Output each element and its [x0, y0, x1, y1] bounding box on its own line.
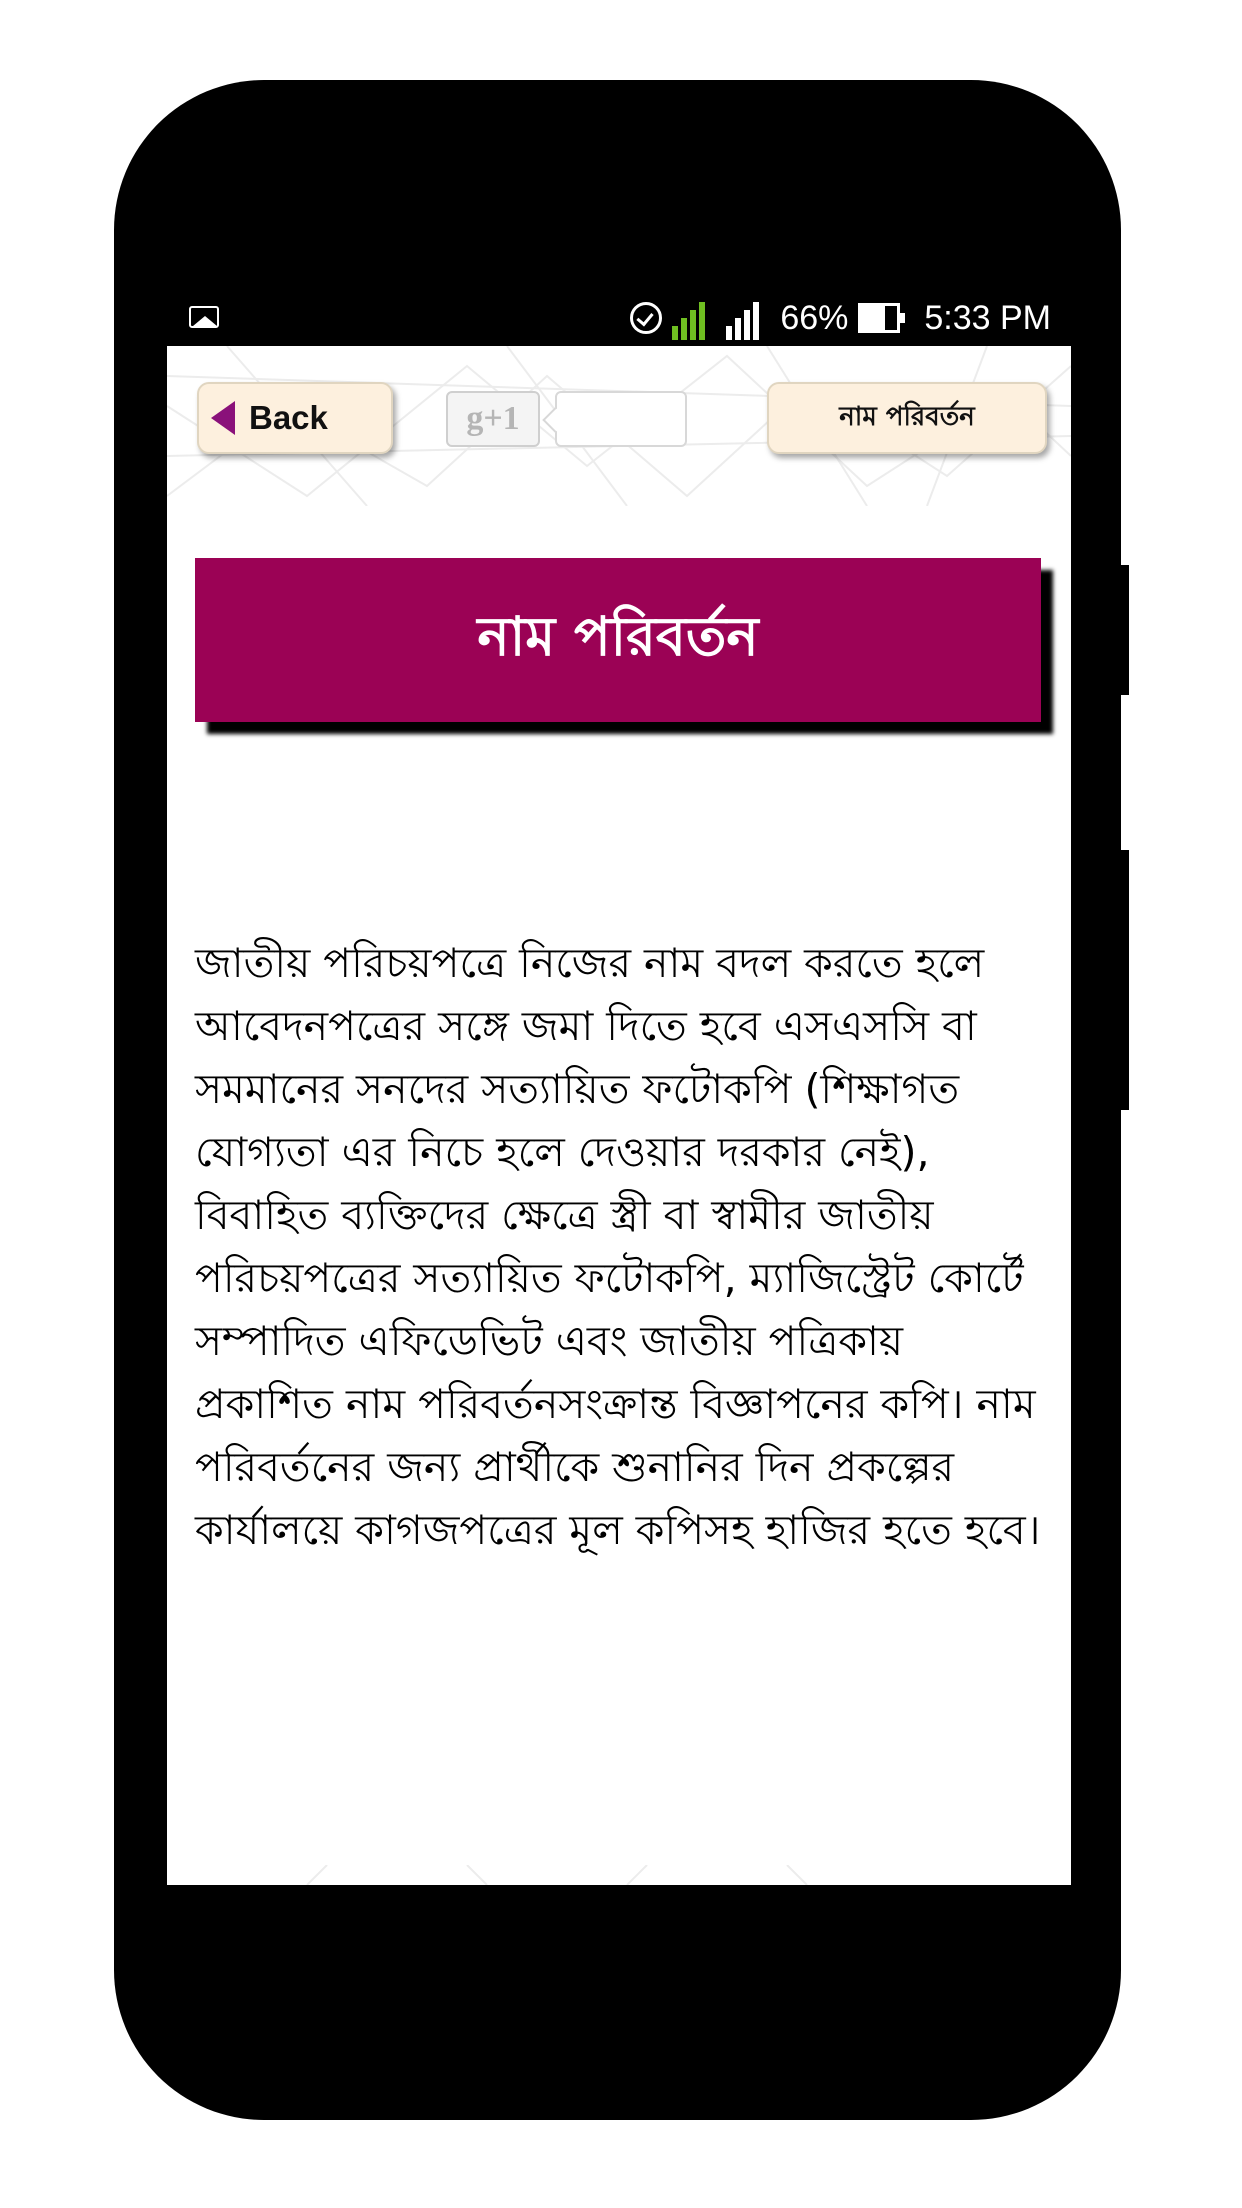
back-arrow-icon — [211, 401, 235, 435]
signal-sim2-icon: 2 — [726, 296, 770, 340]
page-title: নাম পরিবর্তন — [477, 605, 759, 668]
alarm-icon — [630, 302, 662, 334]
article-paragraph: জাতীয় পরিচয়পত্রে নিজের নাম বদল করতে হলে আবেদনপত্রের সঙ্গে জমা দিতে হবে এসএসসি বা সমমানের সনদের সত্যায়িত ফটোকপি (শিক্ষাগত যোগ্যতা এর নিচে হলে দেওয়ার দরকার নেই), বিবাহিত ব্যক্তিদের ক্ষেত্রে স্ত্রী বা স্বামীর জাতীয় পরিচয়পত্রের সত্যায়িত ফটোকপি, ম্যাজিস্ট্রেট কোর্টে সম্পাদিত এফিডেভিট এবং জাতীয় পত্রিকায় প্রকাশিত নাম পরিবর্তনসংক্রান্ত বিজ্ঞাপনের কপি। নাম পরিবর্তনের জন্য প্রার্থীকে শুনানির দিন প্রকল্পের কার্যালয়ে কাগজপত্রের মূল কপিসহ হাজির হতে হবে। — [195, 939, 1041, 1554]
clock: 5:33 PM — [924, 298, 1051, 337]
battery-percentage: 66% — [780, 298, 849, 337]
back-button[interactable] — [197, 382, 393, 454]
google-plus-count-bubble — [555, 391, 687, 447]
back-button-label: Back — [249, 399, 328, 436]
topic-title-button[interactable] — [767, 382, 1047, 454]
google-plus-one-button[interactable] — [446, 391, 540, 447]
power-button — [1119, 850, 1129, 1110]
signal-sim1-icon: 1 — [672, 296, 716, 340]
status-bar — [167, 290, 1071, 346]
image-notification-icon — [189, 306, 219, 328]
topic-title-button-label: নাম পরিবর্তন — [839, 402, 975, 432]
footer-background-pattern — [167, 1865, 1071, 1885]
volume-button — [1119, 565, 1129, 695]
battery-icon — [858, 303, 900, 333]
google-plus-icon: g+1 — [466, 400, 520, 437]
app-screen — [167, 290, 1071, 1885]
page-title-banner — [195, 558, 1041, 722]
